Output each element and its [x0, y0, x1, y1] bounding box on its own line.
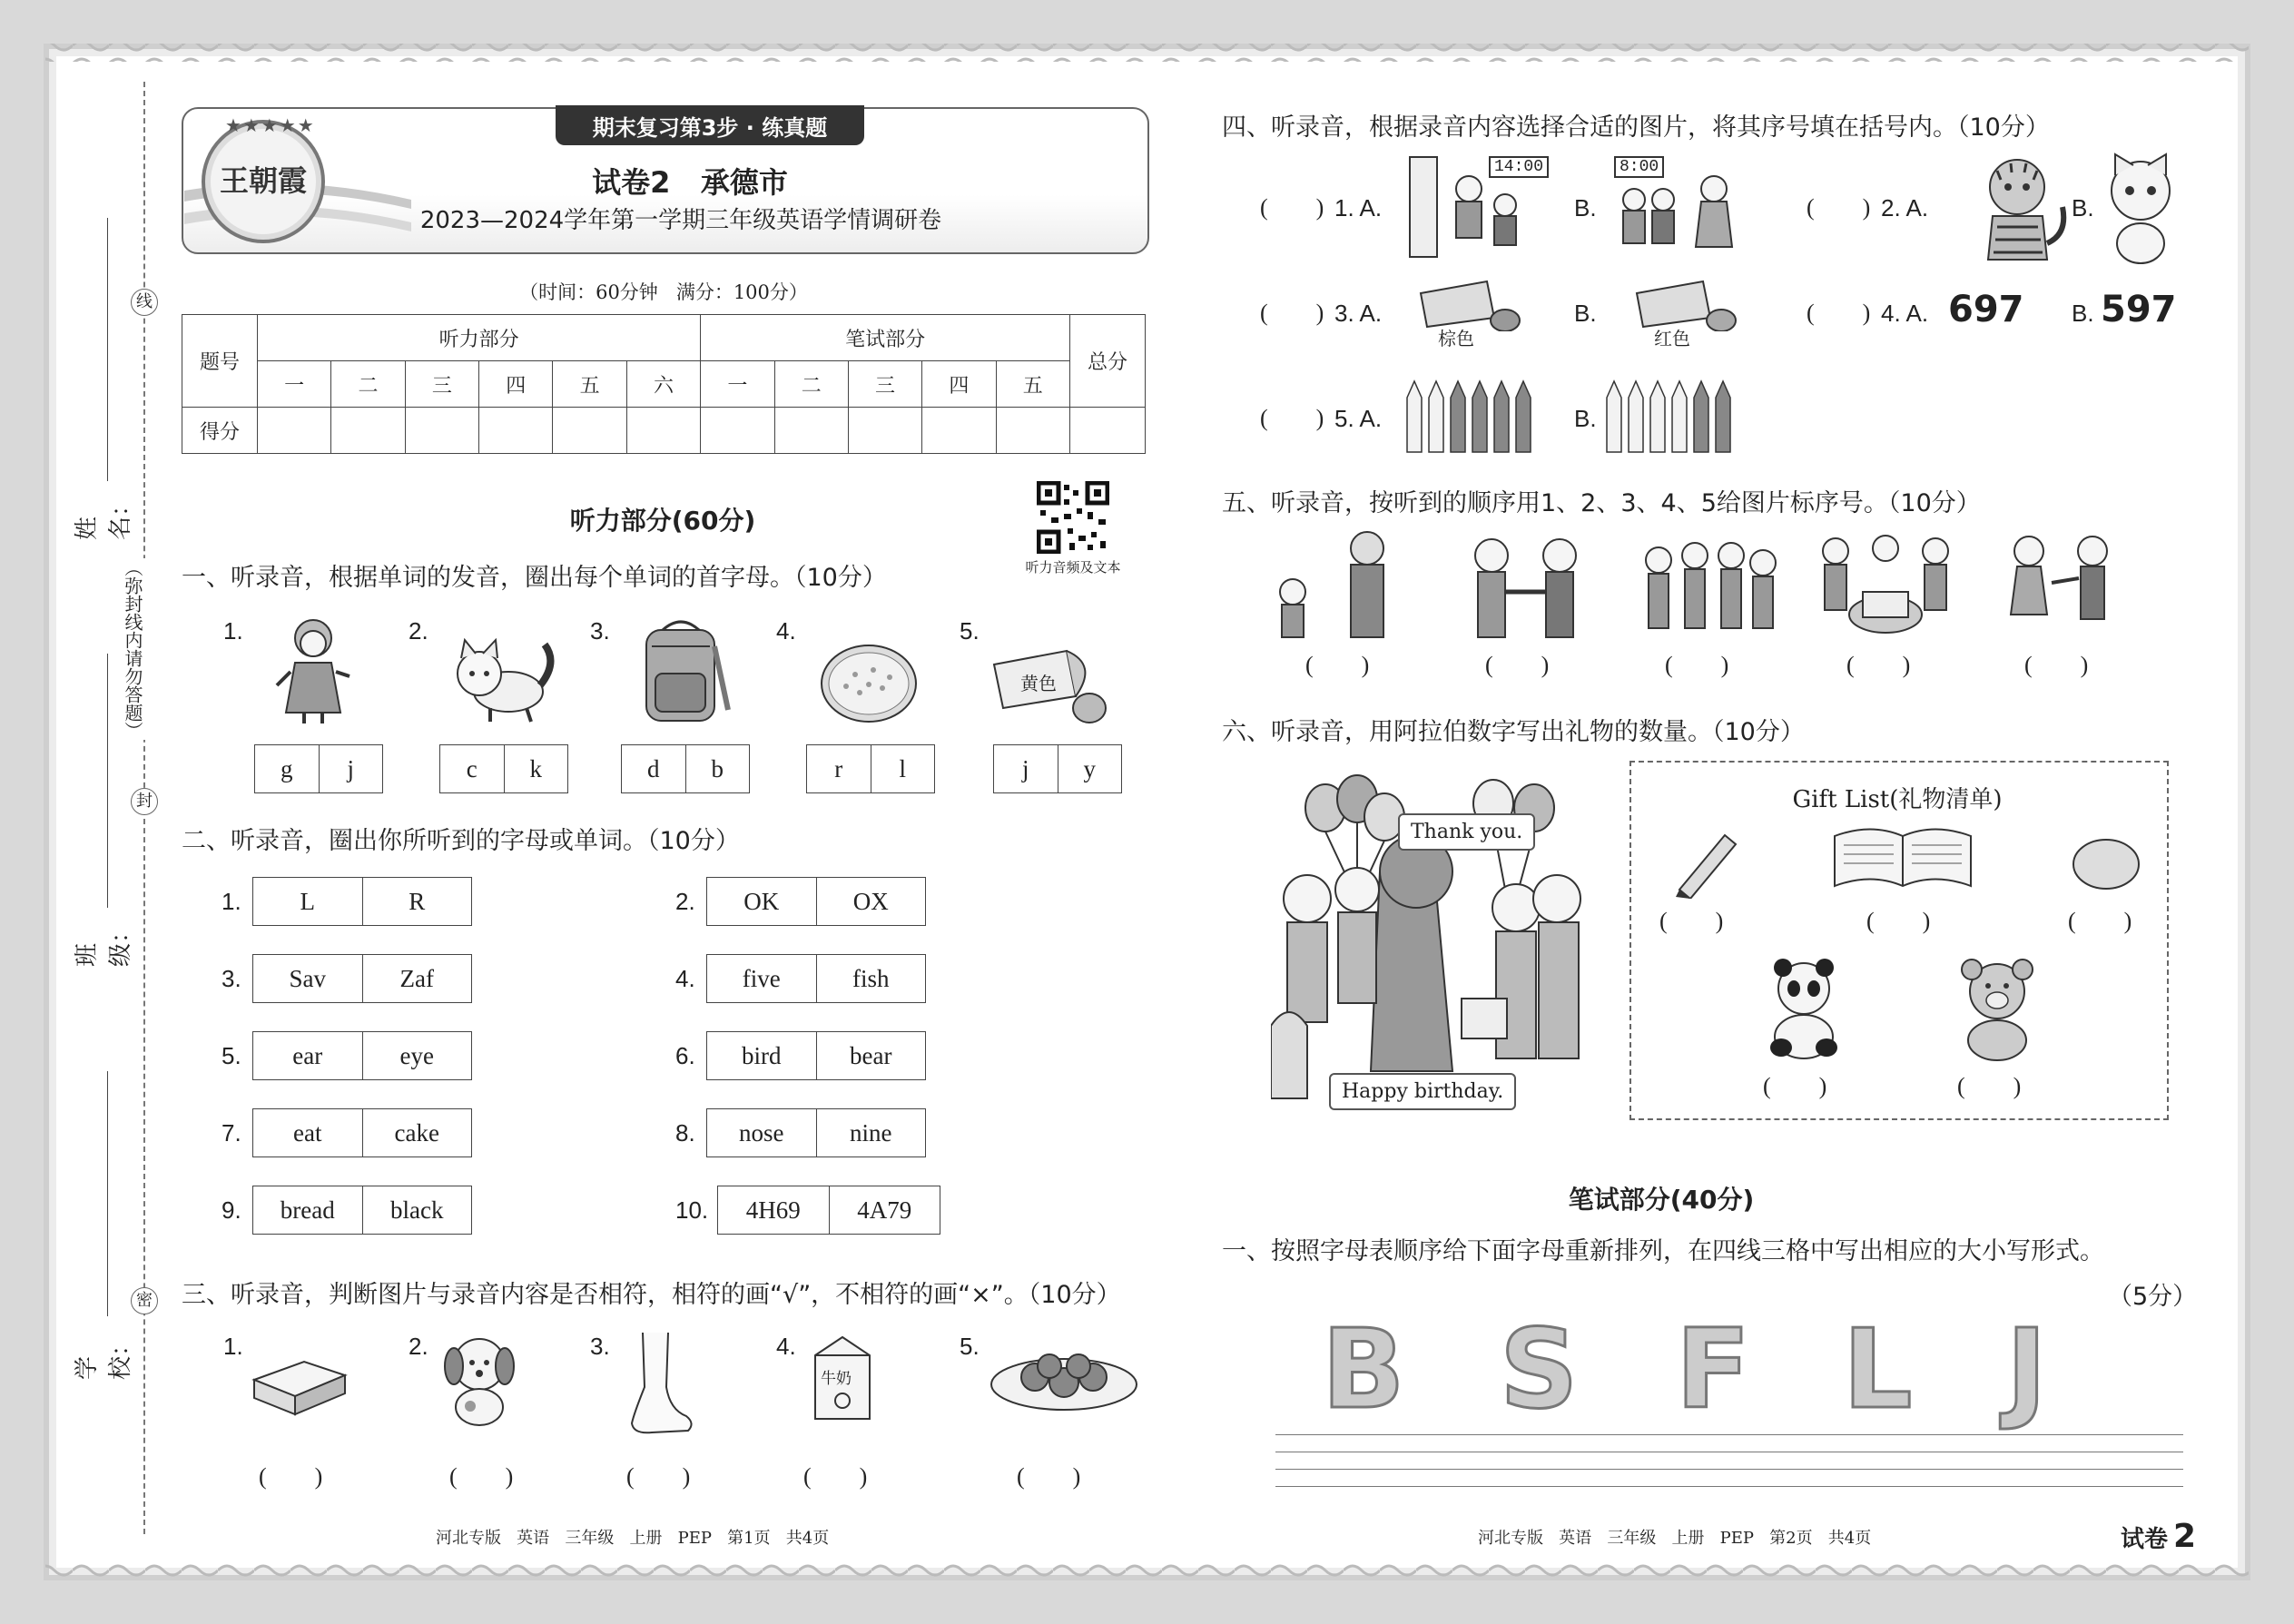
w1-title: 一、按照字母表顺序给下面字母重新排列，在四线三格中写出相应的大小写形式。	[1222, 1237, 2104, 1265]
name-field[interactable]	[107, 218, 108, 481]
answer-paren[interactable]: ( )	[1807, 300, 1873, 326]
school-arrival-illustration	[1405, 153, 1551, 260]
q4-label: B.	[2072, 300, 2094, 327]
red-paint-illustration	[1632, 277, 1741, 349]
scene-illustration-1	[1267, 528, 1403, 642]
answer-paren[interactable]: ( )	[626, 1463, 693, 1490]
q4-label: 4. A.	[1881, 300, 1929, 327]
q3-num: 5.	[960, 1333, 980, 1360]
q3-num: 4.	[776, 1333, 796, 1360]
q2-num: 1.	[222, 888, 241, 915]
row-label: 题号	[182, 315, 258, 408]
dog-illustration	[434, 1330, 525, 1430]
yellow-paint-illustration	[989, 646, 1108, 728]
q2-choice-box	[706, 954, 926, 1003]
four-line-grid[interactable]	[1275, 1434, 2183, 1487]
name-label: 姓名：	[74, 492, 134, 540]
color-label-brown: 棕色	[1438, 328, 1474, 349]
answer-paren[interactable]: ( )	[1866, 908, 1933, 934]
color-label-red: 红色	[1654, 328, 1690, 349]
q2-choice-box	[706, 877, 926, 926]
letter-s: S	[1500, 1307, 1579, 1433]
scene-illustration-5	[1997, 528, 2129, 642]
binding-warning: （弥封线内请勿答题）	[120, 558, 146, 740]
milk-label: 牛奶	[821, 1370, 852, 1388]
q2-choice-box	[706, 1031, 926, 1080]
q3-title: 三、听录音，判断图片与录音内容是否相符，相符的画“√”，不相符的画“×”。（10分）	[182, 1281, 1121, 1309]
option-a[interactable]: bird	[742, 1041, 782, 1069]
seal-mark-mi: 密	[131, 1287, 158, 1314]
answer-paren[interactable]: ( )	[2068, 908, 2134, 934]
score-cell[interactable]	[553, 408, 626, 454]
seal-mark-feng: 封	[131, 788, 158, 815]
option-a[interactable]: eat	[293, 1118, 322, 1147]
option-b[interactable]: R	[362, 878, 472, 925]
backpack-illustration	[635, 619, 735, 728]
col-l1: 一	[258, 361, 331, 408]
q4-title: 四、听录音，根据录音内容选择合适的图片，将其序号填在括号内。（10分）	[1222, 113, 2050, 142]
answer-paren[interactable]: ( )	[1807, 194, 1873, 221]
option-a[interactable]: j	[1021, 754, 1029, 782]
scene-illustration-2	[1460, 528, 1591, 642]
listening-title: 听力部分(60分)	[569, 506, 756, 536]
answer-paren[interactable]: ( )	[1763, 1073, 1829, 1099]
logo-text: 王朝霞	[219, 163, 307, 198]
time-info: （时间：60分钟 满分：100分）	[519, 281, 808, 303]
score-cell[interactable]	[331, 408, 405, 454]
egg-icon	[2070, 837, 2142, 891]
book-icon	[1830, 822, 1975, 895]
q2-choice-box	[252, 1108, 472, 1157]
col-l4: 四	[479, 361, 553, 408]
letter-f: F	[1676, 1307, 1750, 1433]
col-l3: 三	[405, 361, 478, 408]
w1-points: （5分）	[2108, 1283, 2198, 1311]
q2-choice-box	[252, 954, 472, 1003]
q1-choice-box	[254, 744, 383, 793]
q3-num: 1.	[223, 1333, 243, 1360]
school-field[interactable]	[107, 1071, 108, 1316]
score-cell[interactable]	[996, 408, 1069, 454]
col-l2: 二	[331, 361, 405, 408]
option-b[interactable]: b	[685, 745, 750, 792]
greeting-illustration	[1607, 153, 1743, 260]
tomatoes-illustration	[989, 1348, 1139, 1412]
eraser-illustration	[250, 1353, 350, 1416]
scene-illustration-4	[1808, 528, 1963, 642]
col-l5: 五	[553, 361, 626, 408]
brand-logo: 王朝霞 ★★★★★	[202, 120, 325, 243]
option-b[interactable]: Zaf	[362, 955, 472, 1002]
answer-paren[interactable]: ( )	[1957, 1073, 2023, 1099]
score-cell[interactable]	[258, 408, 331, 454]
option-a[interactable]: five	[742, 964, 781, 992]
score-cell[interactable]	[774, 408, 848, 454]
q4-label: 3. A.	[1334, 300, 1383, 327]
crayons-illustration-a	[1403, 379, 1549, 457]
q2-num: 6.	[675, 1042, 695, 1069]
answer-paren[interactable]: ( )	[1017, 1463, 1083, 1490]
letter-j: J	[2006, 1307, 2047, 1433]
scene-illustration-3	[1636, 528, 1781, 642]
q3-num: 2.	[409, 1333, 428, 1360]
q1-title: 一、听录音，根据单词的发音，圈出每个单词的首字母。（10分）	[182, 564, 887, 592]
number-597: 597	[2101, 289, 2177, 330]
letter-b: B	[1322, 1307, 1405, 1433]
paper-tag-number: 2	[2173, 1518, 2197, 1555]
number-697: 697	[1948, 289, 2024, 330]
milk-illustration	[806, 1333, 879, 1423]
score-cell[interactable]	[848, 408, 921, 454]
col-w3: 三	[848, 361, 921, 408]
crayons-illustration-b	[1603, 379, 1748, 457]
q1-choice-box	[621, 744, 750, 793]
q1-choice-box	[439, 744, 568, 793]
col-l6: 六	[626, 361, 700, 408]
answer-paren[interactable]: ( )	[1846, 652, 1913, 678]
option-a[interactable]: ear	[292, 1041, 323, 1069]
q1-choice-box	[806, 744, 935, 793]
option-a[interactable]: d	[647, 754, 660, 782]
score-cell[interactable]	[479, 408, 553, 454]
pencil-icon	[1670, 826, 1743, 899]
option-a[interactable]: nose	[739, 1118, 784, 1147]
score-cell[interactable]	[405, 408, 478, 454]
answer-paren[interactable]: ( )	[449, 1463, 516, 1490]
option-b[interactable]: k	[504, 745, 568, 792]
clock-1400: 14:00	[1489, 156, 1549, 178]
option-b[interactable]: black	[362, 1186, 472, 1234]
gift-list-title: Gift List(礼物清单)	[1792, 786, 2003, 813]
footer-right: 河北专版 英语 三年级 上册 PEP 第2页 共4页	[1478, 1529, 1872, 1548]
q2-choice-box	[252, 877, 472, 926]
review-banner: 期末复习第3步 · 练真题	[556, 105, 864, 145]
class-label: 班级：	[74, 919, 134, 967]
score-cell[interactable]	[1070, 408, 1146, 454]
col-w5: 五	[996, 361, 1069, 408]
speech-bubble-birthday: Happy birthday.	[1329, 1073, 1516, 1110]
col-w1: 一	[701, 361, 774, 408]
option-b[interactable]: l	[871, 745, 935, 792]
total-header: 总分	[1070, 315, 1146, 408]
q2-choice-box	[706, 1108, 926, 1157]
q2-num: 2.	[675, 888, 695, 915]
cat-illustration	[445, 635, 558, 726]
q2-choice-box	[252, 1031, 472, 1080]
q4-label: B.	[1574, 300, 1597, 327]
score-cell[interactable]	[626, 408, 700, 454]
gift-list-box	[1629, 761, 2169, 1120]
option-b[interactable]: OX	[816, 878, 926, 925]
option-b[interactable]: bear	[816, 1032, 926, 1079]
paper-tag	[2121, 1518, 2196, 1555]
option-a[interactable]: c	[466, 754, 478, 782]
answer-paren[interactable]: ( )	[1260, 194, 1326, 221]
qr-code-icon[interactable]	[1037, 481, 1109, 554]
q4-label: B.	[1574, 194, 1597, 221]
q2-num: 8.	[675, 1119, 695, 1147]
paper-tag-label: 试卷	[2121, 1526, 2169, 1553]
option-b[interactable]: fish	[816, 955, 926, 1002]
answer-paren[interactable]: ( )	[1305, 652, 1372, 678]
answer-paren[interactable]: ( )	[1659, 908, 1726, 934]
col-w4: 四	[922, 361, 996, 408]
cat-illustration-b	[2095, 153, 2186, 266]
score-label: 得分	[182, 408, 258, 454]
score-cell[interactable]	[701, 408, 774, 454]
option-b[interactable]: nine	[816, 1109, 926, 1156]
exam-title: 试卷2 承德市	[592, 165, 788, 200]
q2-choice-box	[717, 1186, 940, 1235]
teddy-bear-icon	[1952, 957, 2043, 1061]
q4-label: B.	[2072, 194, 2094, 221]
q2-num: 9.	[222, 1196, 241, 1224]
q6-title: 六、听录音，用阿拉伯数字写出礼物的数量。（10分）	[1222, 718, 1805, 746]
tiger-illustration	[1961, 153, 2070, 266]
score-table	[182, 314, 1146, 454]
q4-label: 1. A.	[1334, 194, 1383, 221]
option-a[interactable]: Sav	[289, 964, 326, 992]
answer-paren[interactable]: ( )	[2024, 652, 2091, 678]
q4-label: B.	[1574, 405, 1597, 432]
answer-paren[interactable]: ( )	[1260, 300, 1326, 326]
option-a[interactable]: 4H69	[745, 1196, 801, 1224]
writing-header: 笔试部分	[701, 315, 1070, 361]
school-label: 学校：	[74, 1332, 134, 1380]
exam-subtitle: 2023—2024学年第一学期三年级英语学情调研卷	[419, 207, 942, 234]
footer-left: 河北专版 英语 三年级 上册 PEP 第1页 共4页	[436, 1529, 830, 1548]
q2-num: 5.	[222, 1042, 241, 1069]
speech-bubble-thanks: Thank you.	[1398, 813, 1535, 851]
option-a[interactable]: L	[300, 887, 315, 915]
q1-num: 4.	[776, 617, 796, 645]
option-a[interactable]: OK	[743, 887, 780, 915]
q4-label: 5. A.	[1334, 405, 1383, 432]
answer-paren[interactable]: ( )	[803, 1463, 870, 1490]
answer-paren[interactable]: ( )	[259, 1463, 325, 1490]
answer-paren[interactable]: ( )	[1665, 652, 1731, 678]
seal-mark-xian: 线	[131, 289, 158, 316]
listening-header: 听力部分	[258, 315, 701, 361]
letter-l: L	[1843, 1307, 1913, 1433]
panda-icon	[1763, 957, 1845, 1061]
q4-label: 2. A.	[1881, 194, 1929, 221]
q1-choice-box	[993, 744, 1122, 793]
q2-num: 7.	[222, 1119, 241, 1147]
q2-num: 4.	[675, 965, 695, 992]
q2-choice-box	[252, 1186, 472, 1235]
qr-caption: 听力音频及文本	[1025, 559, 1121, 576]
option-b[interactable]: 4A79	[829, 1186, 940, 1234]
q1-num: 2.	[409, 617, 428, 645]
score-cell[interactable]	[922, 408, 996, 454]
option-b[interactable]: j	[319, 745, 383, 792]
clock-800: 8:00	[1614, 156, 1664, 178]
q1-num: 5.	[960, 617, 980, 645]
option-a[interactable]: g	[281, 754, 293, 782]
class-field[interactable]	[107, 654, 108, 908]
option-b[interactable]: y	[1058, 745, 1122, 792]
foot-illustration	[625, 1333, 697, 1442]
answer-paren[interactable]: ( )	[1485, 652, 1551, 678]
q1-num: 3.	[590, 617, 610, 645]
col-w2: 二	[774, 361, 848, 408]
rice-illustration	[819, 643, 919, 724]
q2-num: 3.	[222, 965, 241, 992]
paint-label: 黄色	[1020, 673, 1057, 694]
q3-num: 3.	[590, 1333, 610, 1360]
q2-num: 10.	[675, 1196, 709, 1224]
q5-title: 五、听录音，按听到的顺序用1、2、3、4、5给图片标序号。（10分）	[1222, 489, 1981, 517]
brown-paint-illustration	[1416, 277, 1525, 349]
writing-title: 笔试部分(40分)	[1568, 1185, 1755, 1215]
q1-num: 1.	[223, 617, 243, 645]
option-a[interactable]: r	[834, 754, 843, 782]
option-a[interactable]: bread	[280, 1196, 335, 1224]
option-b[interactable]: eye	[362, 1032, 472, 1079]
option-b[interactable]: cake	[362, 1109, 472, 1156]
girl-illustration	[272, 613, 354, 726]
q2-title: 二、听录音，圈出你所听到的字母或单词。（10分）	[182, 827, 740, 855]
answer-paren[interactable]: ( )	[1260, 405, 1326, 431]
